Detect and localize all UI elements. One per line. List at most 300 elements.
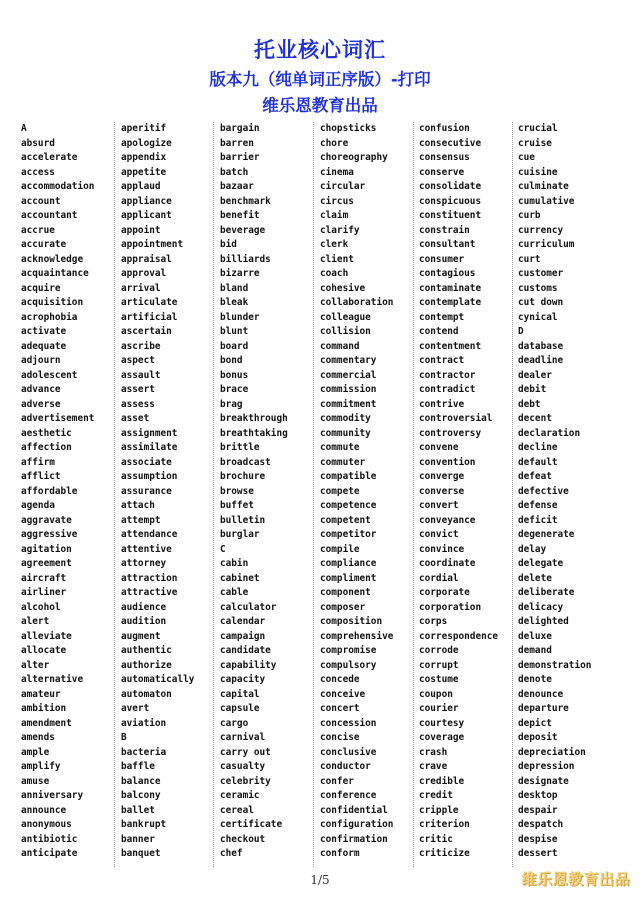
word-item: attraction: [121, 572, 178, 584]
word-item: deposit: [518, 732, 558, 743]
word-item: bland: [220, 282, 249, 294]
word-item: conclusive: [320, 746, 377, 758]
word-item: corps: [419, 616, 448, 627]
word-item: commuter: [320, 456, 366, 468]
word-item: bacteria: [121, 746, 167, 758]
word-item: bulletin: [220, 514, 266, 526]
word-item: demonstration: [518, 659, 592, 671]
word-item: deficit: [518, 514, 558, 526]
word-item: casualty: [220, 761, 266, 772]
word-item: candidate: [220, 645, 271, 656]
word-item: coverage: [419, 732, 465, 743]
word-item: circular: [320, 181, 366, 192]
word-item: acquisition: [21, 297, 84, 308]
word-item: concede: [320, 674, 360, 685]
word-item: delighted: [518, 616, 569, 627]
word-item: cereal: [220, 804, 254, 816]
word-item: aggressive: [21, 529, 78, 540]
word-item: alter: [21, 659, 50, 671]
word-item: audience: [121, 601, 167, 613]
word-item: certificate: [220, 819, 283, 830]
word-item: colleague: [320, 311, 371, 323]
word-item: compete: [320, 485, 360, 497]
word-item: ballet: [121, 804, 155, 816]
word-item: conductor: [320, 761, 371, 772]
word-item: applaud: [121, 181, 161, 192]
word-item: despise: [518, 833, 558, 845]
word-item: calculator: [220, 601, 277, 613]
word-item: ample: [21, 746, 50, 758]
word-item: appetite: [121, 166, 167, 178]
word-item: deadline: [518, 355, 564, 366]
word-item: component: [320, 587, 371, 598]
word-item: acquire: [21, 282, 61, 294]
word-item: designate: [518, 775, 569, 787]
word-item: coach: [320, 268, 349, 279]
word-item: cargo: [220, 717, 249, 729]
word-item: blunt: [220, 326, 249, 337]
word-item: consecutive: [419, 137, 482, 149]
word-item: contemplate: [419, 297, 482, 308]
word-item: conform: [320, 848, 360, 859]
word-item: correspondence: [419, 630, 499, 642]
word-item: compliment: [320, 572, 377, 584]
word-item: calendar: [220, 616, 266, 627]
word-item: attach: [121, 500, 155, 511]
word-item: decent: [518, 413, 552, 424]
word-item: contentment: [419, 340, 482, 352]
word-item: curriculum: [518, 239, 575, 250]
word-item: consultant: [419, 239, 476, 250]
word-item: commodity: [320, 413, 371, 424]
word-item: balance: [121, 775, 161, 787]
section-letter-heading: B: [121, 732, 127, 743]
word-item: confidential: [320, 804, 388, 816]
word-item: corporation: [419, 601, 482, 613]
word-item: augment: [121, 630, 161, 642]
word-item: dessert: [518, 848, 558, 859]
word-item: competence: [320, 500, 377, 511]
word-item: anniversary: [21, 790, 84, 801]
word-item: courier: [419, 703, 459, 714]
word-item: aesthetic: [21, 427, 72, 439]
word-item: arrival: [121, 282, 161, 294]
word-item: depreciation: [518, 746, 586, 758]
word-item: apologize: [121, 137, 172, 149]
word-item: choreography: [320, 152, 388, 163]
word-item: articulate: [121, 297, 178, 308]
word-item: cripple: [419, 804, 459, 816]
word-item: compatible: [320, 471, 377, 482]
word-item: capital: [220, 688, 260, 700]
word-item: assimilate: [121, 442, 178, 453]
word-item: controversy: [419, 427, 482, 439]
word-item: contagious: [419, 268, 476, 279]
word-item: benefit: [220, 210, 260, 221]
word-list-grid: [0, 122, 640, 867]
word-item: customs: [518, 282, 558, 294]
word-item: constituent: [419, 210, 482, 221]
word-item: alleviate: [21, 630, 72, 642]
word-item: beverage: [220, 224, 266, 236]
word-item: collision: [320, 326, 371, 337]
word-item: bond: [220, 355, 243, 366]
word-item: consensus: [419, 152, 470, 163]
word-item: cordial: [419, 572, 459, 584]
word-item: assault: [121, 369, 161, 381]
word-item: contend: [419, 326, 459, 337]
word-item: confer: [320, 775, 354, 787]
word-item: blunder: [220, 311, 260, 323]
word-item: corporate: [419, 587, 470, 598]
word-item: consumer: [419, 253, 465, 265]
word-item: announce: [21, 804, 67, 816]
word-item: culminate: [518, 181, 569, 192]
word-item: brochure: [220, 471, 266, 482]
word-item: anticipate: [21, 848, 78, 859]
word-item: dealer: [518, 369, 552, 381]
word-item: convention: [419, 456, 476, 468]
word-item: acrophobia: [21, 311, 78, 323]
document-title: 托业核心词汇: [254, 38, 386, 62]
word-item: conserve: [419, 166, 465, 178]
word-item: cut down: [518, 297, 564, 308]
word-item: assignment: [121, 427, 178, 439]
word-item: cinema: [320, 166, 354, 178]
word-item: deluxe: [518, 630, 552, 642]
word-item: despair: [518, 804, 558, 816]
word-item: brace: [220, 384, 249, 395]
word-item: contrive: [419, 398, 465, 410]
word-item: agreement: [21, 558, 72, 569]
word-item: criticize: [419, 848, 470, 859]
word-item: breakthrough: [220, 413, 288, 424]
word-item: barren: [220, 137, 254, 149]
word-item: conspicuous: [419, 195, 482, 207]
word-item: chopsticks: [320, 123, 377, 134]
word-item: appointment: [121, 239, 184, 250]
word-item: confusion: [419, 123, 470, 134]
word-item: aircraft: [21, 572, 67, 584]
word-item: criterion: [419, 819, 470, 830]
word-item: comprehensive: [320, 630, 394, 642]
word-item: crash: [419, 746, 448, 758]
publisher-line: 维乐恩教育出品: [262, 96, 378, 115]
word-item: curt: [518, 253, 541, 265]
word-item: convict: [419, 529, 459, 540]
word-item: appoint: [121, 224, 161, 236]
word-item: antibiotic: [21, 833, 78, 845]
word-item: claim: [320, 210, 349, 221]
word-item: chef: [220, 848, 243, 859]
word-item: aspect: [121, 355, 155, 366]
word-item: compulsory: [320, 659, 377, 671]
word-item: corrode: [419, 645, 459, 656]
word-item: aviation: [121, 717, 167, 729]
word-item: clerk: [320, 239, 349, 250]
word-item: cable: [220, 587, 249, 598]
word-item: assurance: [121, 485, 172, 497]
word-item: contractor: [419, 369, 476, 381]
word-item: credit: [419, 790, 453, 801]
word-item: bankrupt: [121, 819, 167, 830]
word-item: banquet: [121, 848, 161, 859]
word-item: adjourn: [21, 355, 61, 366]
word-item: configuration: [320, 819, 394, 830]
word-item: collaboration: [320, 297, 394, 308]
word-item: alert: [21, 616, 50, 627]
word-item: cynical: [518, 311, 558, 323]
word-item: despatch: [518, 819, 564, 830]
word-item: clarify: [320, 224, 360, 236]
word-item: competent: [320, 514, 371, 526]
word-item: default: [518, 456, 558, 468]
word-item: celebrity: [220, 775, 271, 787]
word-item: compile: [320, 543, 360, 555]
word-item: aperitif: [121, 123, 167, 134]
word-item: amendment: [21, 717, 72, 729]
word-item: benchmark: [220, 195, 271, 207]
word-item: denounce: [518, 688, 564, 700]
word-item: database: [518, 340, 564, 352]
word-item: carnival: [220, 732, 266, 743]
word-item: conference: [320, 790, 377, 801]
word-item: circus: [320, 195, 354, 207]
word-item: brag: [220, 398, 243, 410]
word-item: bizarre: [220, 268, 260, 279]
word-item: decline: [518, 442, 558, 453]
word-item: confirmation: [320, 833, 388, 845]
word-item: amateur: [21, 688, 61, 700]
word-item: converse: [419, 485, 465, 497]
word-item: desktop: [518, 790, 558, 801]
word-item: access: [21, 166, 55, 178]
word-item: cohesive: [320, 282, 366, 294]
word-item: defective: [518, 485, 569, 497]
word-column-4: [320, 122, 393, 862]
word-item: brittle: [220, 442, 260, 453]
word-item: depict: [518, 717, 552, 729]
word-item: amends: [21, 732, 55, 743]
word-item: currency: [518, 224, 564, 236]
word-item: capability: [220, 659, 277, 671]
word-item: cuisine: [518, 166, 558, 178]
word-item: authorize: [121, 659, 172, 671]
word-item: barrier: [220, 152, 260, 163]
word-item: delay: [518, 543, 547, 555]
word-item: deliberate: [518, 587, 575, 598]
word-item: accurate: [21, 239, 67, 250]
word-item: courtesy: [419, 717, 465, 729]
word-item: compliance: [320, 558, 377, 569]
word-item: automatically: [121, 674, 195, 685]
word-item: conceive: [320, 688, 366, 700]
word-column-5: [419, 122, 498, 862]
word-item: activate: [21, 326, 67, 337]
word-item: attentive: [121, 543, 172, 555]
word-item: burglar: [220, 529, 260, 540]
word-item: browse: [220, 485, 254, 497]
word-item: carry out: [220, 746, 271, 758]
word-item: automaton: [121, 688, 172, 700]
word-item: appraisal: [121, 253, 172, 265]
word-item: composer: [320, 601, 366, 613]
word-item: delegate: [518, 558, 564, 569]
word-item: command: [320, 340, 360, 352]
word-item: contradict: [419, 384, 476, 395]
word-item: bazaar: [220, 181, 254, 192]
word-item: breathtaking: [220, 427, 288, 439]
word-item: amplify: [21, 761, 61, 772]
word-item: client: [320, 253, 354, 265]
word-item: coupon: [419, 688, 453, 700]
word-item: constrain: [419, 224, 470, 236]
word-item: accommodation: [21, 181, 95, 192]
word-item: critic: [419, 833, 453, 845]
publisher-watermark: 维乐恩教育出品: [521, 870, 630, 888]
word-item: commission: [320, 384, 377, 395]
word-item: associate: [121, 456, 172, 468]
word-item: affection: [21, 442, 72, 453]
word-item: buffet: [220, 500, 254, 511]
word-item: baffle: [121, 761, 155, 772]
word-item: commentary: [320, 355, 377, 366]
word-item: ceramic: [220, 790, 260, 801]
word-item: declaration: [518, 427, 581, 439]
word-item: bid: [220, 239, 237, 250]
word-item: accountant: [21, 210, 78, 221]
word-item: bargain: [220, 123, 260, 134]
word-item: cue: [518, 152, 535, 163]
word-item: acquaintance: [21, 268, 89, 279]
word-item: debit: [518, 384, 547, 395]
word-item: broadcast: [220, 456, 271, 468]
word-item: billiards: [220, 253, 271, 265]
word-item: artificial: [121, 311, 178, 323]
page-number: 1/5: [310, 873, 330, 887]
word-item: denote: [518, 674, 552, 685]
word-item: bonus: [220, 369, 249, 381]
section-letter-heading: D: [518, 326, 524, 337]
word-item: departure: [518, 703, 569, 714]
word-item: capsule: [220, 703, 260, 714]
word-item: capacity: [220, 674, 266, 685]
word-item: applicant: [121, 210, 172, 221]
word-item: competitor: [320, 529, 377, 540]
word-item: agenda: [21, 500, 55, 511]
word-item: allocate: [21, 645, 67, 656]
word-item: campaign: [220, 630, 266, 642]
word-item: controversial: [419, 413, 493, 424]
word-item: asset: [121, 413, 150, 424]
word-item: afflict: [21, 471, 61, 482]
word-item: airliner: [21, 587, 67, 598]
word-item: community: [320, 427, 371, 439]
word-item: cabin: [220, 558, 249, 569]
word-item: accelerate: [21, 152, 78, 163]
word-item: advance: [21, 384, 61, 395]
word-item: demand: [518, 645, 552, 656]
word-item: convert: [419, 500, 459, 511]
word-item: conveyance: [419, 514, 476, 526]
word-item: balcony: [121, 790, 161, 801]
word-item: curb: [518, 210, 541, 221]
word-item: credible: [419, 775, 465, 787]
word-item: affirm: [21, 456, 55, 468]
word-item: amuse: [21, 775, 50, 787]
word-item: anonymous: [21, 819, 72, 830]
word-item: assert: [121, 384, 155, 395]
word-item: cumulative: [518, 195, 575, 207]
word-item: contempt: [419, 311, 465, 323]
word-item: authentic: [121, 645, 172, 656]
word-item: composition: [320, 616, 383, 627]
word-item: costume: [419, 674, 459, 685]
word-item: absurd: [21, 137, 55, 149]
word-item: debt: [518, 398, 541, 410]
word-item: attendance: [121, 529, 178, 540]
section-letter-heading: A: [21, 123, 27, 134]
word-item: cabinet: [220, 572, 260, 584]
word-item: convene: [419, 442, 459, 453]
word-item: corrupt: [419, 659, 459, 671]
word-item: concession: [320, 717, 377, 729]
word-item: compromise: [320, 645, 377, 656]
word-item: board: [220, 340, 249, 352]
word-item: attractive: [121, 587, 178, 598]
word-item: account: [21, 195, 61, 207]
word-item: assess: [121, 398, 155, 410]
word-item: commitment: [320, 398, 377, 410]
word-item: depression: [518, 761, 575, 772]
word-item: consolidate: [419, 181, 482, 192]
word-item: ascertain: [121, 326, 172, 337]
word-item: concert: [320, 703, 360, 714]
word-item: delicacy: [518, 601, 564, 613]
word-item: checkout: [220, 833, 266, 845]
word-item: degenerate: [518, 529, 575, 540]
word-item: appliance: [121, 195, 172, 207]
word-column-1: [21, 122, 94, 862]
word-item: crave: [419, 761, 448, 772]
word-item: avert: [121, 703, 150, 714]
word-item: advertisement: [21, 413, 95, 424]
word-item: alcohol: [21, 601, 61, 613]
word-item: commercial: [320, 369, 377, 381]
word-column-2: [121, 122, 194, 862]
word-item: customer: [518, 268, 564, 279]
word-item: defeat: [518, 471, 552, 482]
word-column-3: [220, 122, 288, 862]
word-item: delete: [518, 572, 552, 584]
word-item: concise: [320, 732, 360, 743]
word-item: ascribe: [121, 340, 161, 352]
word-item: assumption: [121, 471, 178, 482]
word-item: chore: [320, 137, 349, 149]
word-item: accrue: [21, 224, 55, 236]
word-item: adequate: [21, 340, 67, 352]
word-item: agitation: [21, 543, 72, 555]
word-item: adolescent: [21, 369, 78, 381]
word-item: aggravate: [21, 514, 72, 526]
word-item: contaminate: [419, 282, 482, 294]
word-item: attempt: [121, 514, 161, 526]
section-letter-heading: C: [220, 543, 226, 555]
word-item: ambition: [21, 703, 67, 714]
document-subtitle: 版本九（纯单词正序版）-打印: [209, 70, 431, 89]
word-item: contract: [419, 355, 465, 366]
word-item: affordable: [21, 485, 78, 497]
